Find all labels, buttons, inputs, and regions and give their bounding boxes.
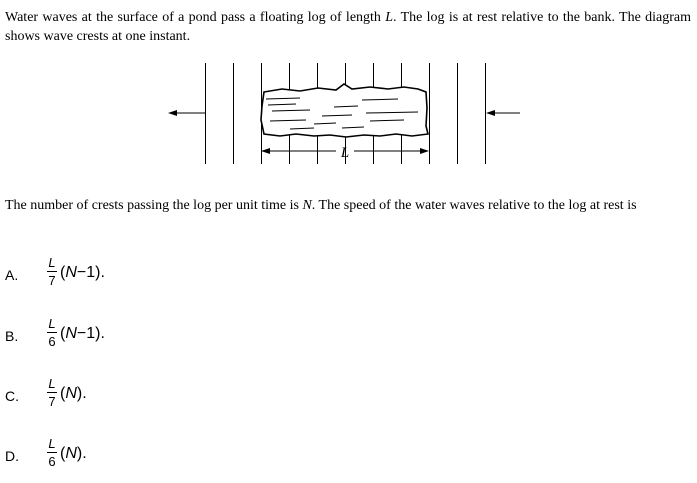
fraction <box>45 436 59 469</box>
option-letter: A. <box>5 267 19 283</box>
option-c[interactable] <box>5 376 205 416</box>
right-arrow <box>486 110 520 116</box>
fraction-bar <box>47 452 57 453</box>
option-expression: (N−1). <box>60 264 105 281</box>
fraction-denominator: 7 <box>48 273 56 288</box>
option-letter: D. <box>5 448 19 464</box>
fraction-numerator: L <box>48 376 56 391</box>
option-expression: (N). <box>60 385 87 402</box>
fraction-numerator: L <box>48 255 56 270</box>
fraction-numerator: L <box>48 316 56 331</box>
option-expression: (N−1). <box>60 325 105 342</box>
floating-log <box>261 84 428 137</box>
length-dimension <box>261 145 429 161</box>
fraction <box>45 255 59 288</box>
option-letter: C. <box>5 388 19 404</box>
length-label: L <box>340 145 350 161</box>
fraction-bar <box>47 392 57 393</box>
stem-text: Water waves at the surface of a pond pass a floating log of length <box>5 10 386 25</box>
option-b[interactable] <box>5 316 205 356</box>
option-letter: B. <box>5 328 19 344</box>
stem-text: . The log is at rest relative to the bank. The diagram shows wave crests at one instant. <box>5 10 691 44</box>
variable-L: L <box>385 10 394 25</box>
left-arrow <box>168 110 205 116</box>
fraction-numerator: L <box>48 436 56 451</box>
fraction-denominator: 6 <box>48 454 56 469</box>
fraction <box>45 316 59 349</box>
wave-crest-diagram <box>0 58 697 170</box>
question-stem-part1 <box>5 8 691 46</box>
variable-N: N <box>302 198 312 213</box>
stem-text: The number of crests passing the log per unit time is <box>5 198 303 213</box>
fraction-denominator: 7 <box>48 394 56 409</box>
question-stem-part2 <box>5 196 691 215</box>
option-d[interactable] <box>5 436 205 476</box>
option-expression: (N). <box>60 445 87 462</box>
fraction-denominator: 6 <box>48 334 56 349</box>
fraction-bar <box>47 332 57 333</box>
fraction <box>45 376 59 409</box>
option-a[interactable] <box>5 255 205 295</box>
stem-text: . The speed of the water waves relative to the log at rest is <box>311 198 637 213</box>
fraction-bar <box>47 271 57 272</box>
